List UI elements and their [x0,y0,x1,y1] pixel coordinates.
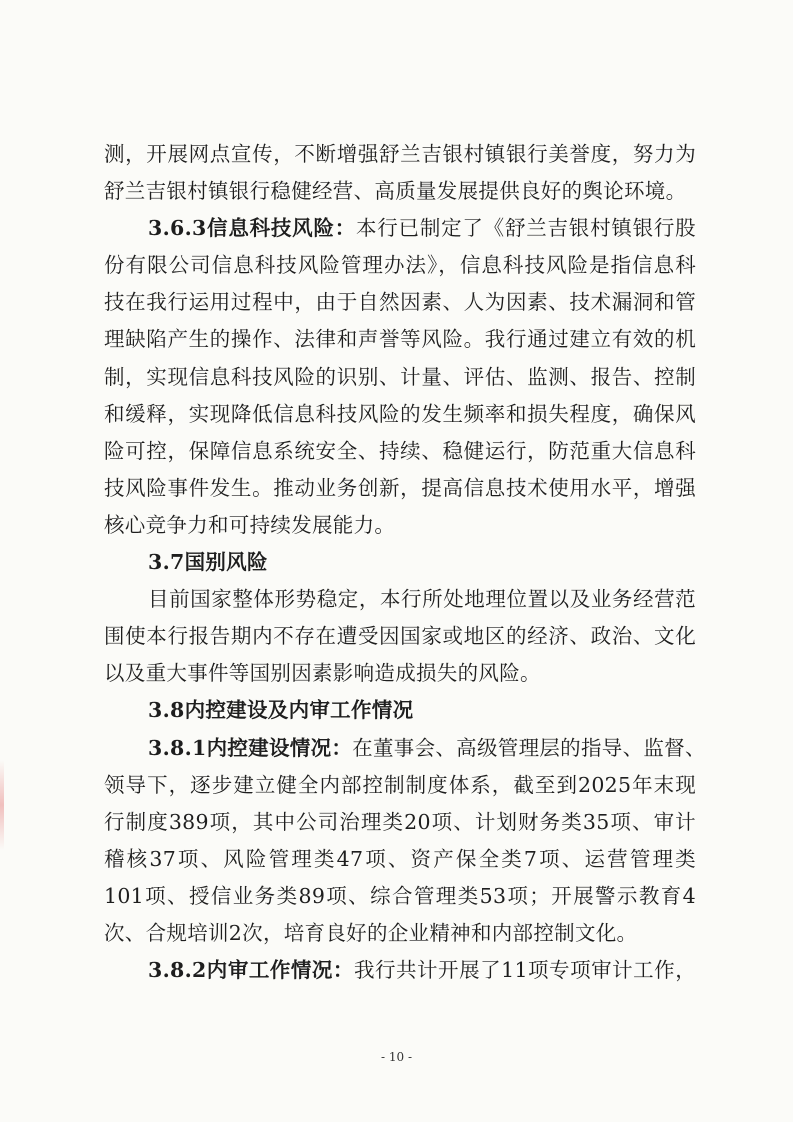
text-line [104,730,706,767]
text-line [104,952,696,989]
section-3-8-1 [104,730,706,953]
section-3-8 [104,692,696,729]
text-line: 舒兰吉银村镇银行稳健经营、高质量发展提供良好的舆论环境。 [104,179,687,204]
text-span: 我行共计开展了11项专项审计工作， [353,958,696,983]
text-line: 理缺陷产生的操作、法律和声誉等风险。我行通过建立有效的机 [104,327,696,352]
text-line: 以及重大事件等国别因素影响造成损失的风险。 [104,661,541,686]
section-title: 3.8.2内审工作情况： [148,958,354,983]
text-line: 稽核37项、风险管理类47项、资产保全类7项、运营管理类 [104,846,696,871]
section-3-6-3 [104,210,696,544]
text-line: 技风险事件发生。推动业务创新，提高信息技术使用水平，增强 [104,475,696,500]
text-line: 核心竞争力和可持续发展能力。 [104,512,396,537]
text-span: 在董事会、高级管理层的指导、监督、 [352,735,706,760]
text-line: 份有限公司信息科技风险管理办法》，信息科技风险是指信息科 [104,253,696,278]
document-body [104,136,706,989]
paragraph-continuation [104,136,696,210]
edge-scan-mark [0,760,4,850]
section-title: 3.6.3信息科技风险： [148,216,356,241]
section-3-7 [104,544,696,692]
text-line: 险可控，保障信息系统安全、持续、稳健运行，防范重大信息科 [104,438,696,463]
text-line [104,210,696,247]
text-line: 目前国家整体形势稳定，本行所处地理位置以及业务经营范 [148,587,696,612]
text-span: 本行已制定了《舒兰吉银村镇银行股 [356,216,696,241]
section-title: 3.8.1内控建设情况： [148,735,353,760]
section-3-8-2 [104,952,696,989]
text-line: 次、合规培训2次，培育良好的企业精神和内部控制文化。 [104,920,638,945]
page-number: - 10 - [380,1050,412,1064]
text-line: 行制度389项，其中公司治理类20项、计划财务类35项、审计 [104,809,696,834]
text-line: 领导下，逐步建立健全内部控制制度体系，截至到2025年末现 [104,772,696,797]
text-line: 测，开展网点宣传，不断增强舒兰吉银村镇银行美誉度，努力为 [104,142,696,166]
text-line: 制，实现信息科技风险的识别、计量、评估、监测、报告、控制 [104,364,696,389]
text-line: 技在我行运用过程中，由于自然因素、人为因素、技术漏洞和管 [104,290,696,315]
section-heading: 3.7国别风险 [148,550,268,575]
section-heading: 3.8内控建设及内审工作情况 [148,698,414,723]
text-line: 和缓释，实现降低信息科技风险的发生频率和损失程度，确保风 [104,401,696,426]
text-line: 围使本行报告期内不存在遭受因国家或地区的经济、政治、文化 [104,624,696,649]
text-line: 101项、授信业务类89项、综合管理类53项；开展警示教育4 [104,883,696,908]
